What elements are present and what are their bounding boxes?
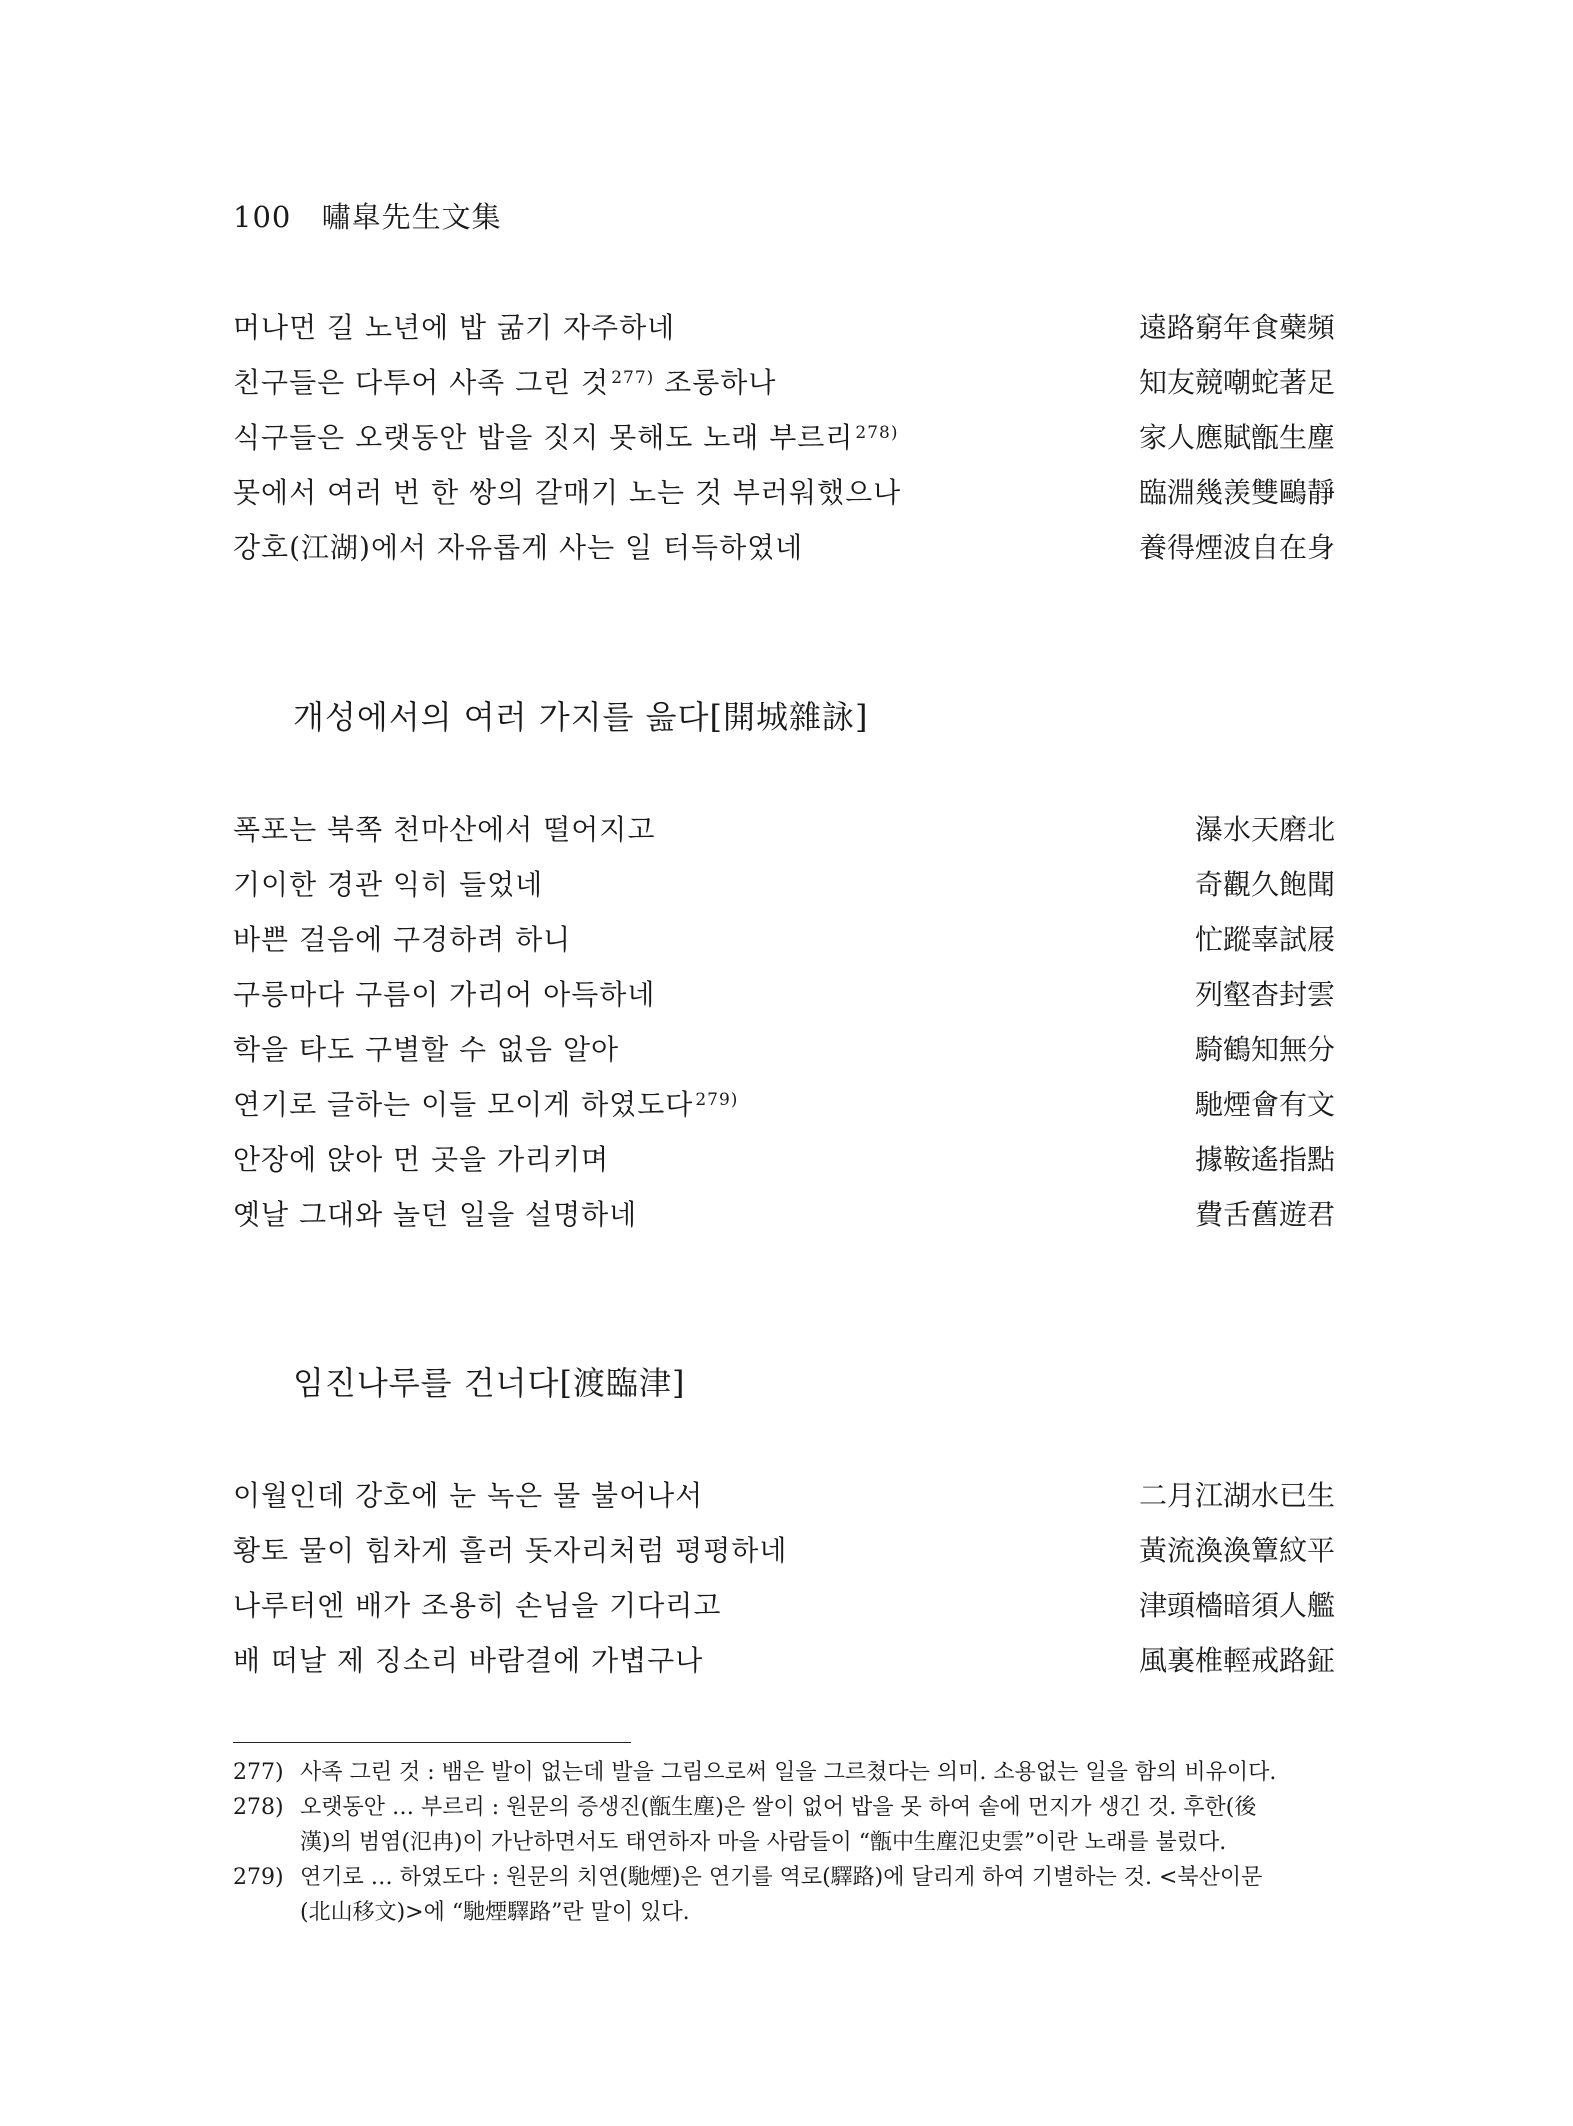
korean-translation [233,1077,738,1132]
footnote-text: 사족 그린 것 : 뱀은 발이 없는데 발을 그림으로써 일을 그르쳤다는 의미. 소용없는 일을 함의 비유이다. [300,1760,1277,1785]
hanja-original: 臨淵幾羡雙鷗靜 [1138,476,1335,509]
page-number: 100 [233,200,292,234]
korean-text: 연기로 글하는 이들 모이게 하였도다 [233,1088,694,1121]
poem-line [233,857,1335,912]
korean-translation: 바쁜 걸음에 구경하려 하니 [233,923,572,956]
hanja-original: 據鞍遙指點 [1194,1143,1335,1176]
korean-translation: 이월인데 강호에 눈 녹은 물 불어나서 [233,1479,704,1512]
footnote-ref: 279) [695,1090,739,1110]
korean-text: 식구들은 오랫동안 밥을 짓지 못해도 노래 부르리 [233,421,854,454]
poem-line [233,1633,1335,1688]
korean-translation: 황토 물이 힘차게 흘러 돗자리처럼 평평하네 [233,1534,788,1567]
poem-title: 임진나루를 건너다[渡臨津] [293,1364,686,1402]
hanja-original: 馳煙會有文 [1194,1088,1335,1121]
korean-translation: 나루터엔 배가 조용히 손님을 기다리고 [233,1589,722,1622]
hanja-original: 忙蹤辜試屐 [1194,923,1335,956]
poem-title: 개성에서의 여러 가지를 읊다[開城雜詠] [293,698,869,736]
poem-3-stanza [233,1468,1335,1688]
korean-translation: 강호(江湖)에서 자유롭게 사는 일 터득하였네 [233,531,804,564]
footnotes [233,1755,1335,1930]
footnote-279 [233,1860,1335,1930]
poem-line [233,1468,1335,1523]
poem-line [233,355,1335,410]
poem-line [233,465,1335,520]
hanja-original: 遠路窮年食蘗頻 [1138,311,1335,344]
korean-translation: 옛날 그대와 놀던 일을 설명하네 [233,1198,638,1231]
korean-translation: 구릉마다 구름이 가리어 아득하네 [233,978,656,1011]
korean-translation: 기이한 경관 익히 들었네 [233,868,544,901]
footnote-277 [233,1755,1335,1790]
poem-1-stanza [233,300,1335,575]
korean-translation [233,355,776,410]
poem-line [233,1022,1335,1077]
footnote-ref: 278) [855,423,899,443]
footnote-278 [233,1790,1335,1860]
poem-line [233,912,1335,967]
footnote-divider [233,1742,631,1743]
poem-line [233,1132,1335,1187]
poem-line [233,1578,1335,1633]
footnote-text: 오랫동안 … 부르리 : 원문의 증생진(甑生塵)은 쌀이 없어 밥을 못 하여 솥에 먼지가 생긴 것. 후한(後 [300,1795,1257,1820]
page-header [233,195,502,236]
hanja-original: 騎鶴知無分 [1194,1033,1335,1066]
poem-line [233,1187,1335,1242]
poem-line [233,300,1335,355]
korean-translation: 머나먼 길 노년에 밥 굶기 자주하네 [233,311,676,344]
footnote-text: 연기로 … 하였도다 : 원문의 치연(馳煙)은 연기를 역로(驛路)에 달리게 하여 기별하는 것. <북산이문 [300,1865,1263,1890]
hanja-original: 瀑水天磨北 [1194,813,1335,846]
hanja-original: 黃流渙渙簟紋平 [1138,1534,1335,1567]
footnote-number: 279) [233,1865,284,1890]
footnote-number: 277) [233,1760,284,1785]
korean-text: 친구들은 다투어 사족 그린 것 [233,366,610,399]
korean-translation: 안장에 앉아 먼 곳을 가리키며 [233,1143,610,1176]
korean-translation: 폭포는 북쪽 천마산에서 떨어지고 [233,813,656,846]
hanja-original: 費舌舊遊君 [1194,1198,1335,1231]
poem-2-stanza [233,802,1335,1242]
footnote-number: 278) [233,1795,284,1820]
book-title: 嘯皐先生文集 [321,200,502,234]
korean-translation [233,410,898,465]
hanja-original: 二月江湖水已生 [1138,1479,1335,1512]
footnote-text: (北山移文)>에 “馳煙驛路”란 말이 있다. [300,1900,690,1925]
footnote-ref: 277) [611,368,655,388]
poem-line [233,1523,1335,1578]
poem-line [233,520,1335,575]
hanja-original: 知友競嘲蛇著足 [1138,366,1335,399]
footnote-text: 漢)의 범염(氾冉)이 가난하면서도 태연하자 마을 사람들이 “甑中生塵氾史雲”이란 노래를 불렀다. [300,1830,1227,1855]
hanja-original: 津頭檣暗須人艦 [1138,1589,1335,1622]
korean-translation: 학을 타도 구별할 수 없음 알아 [233,1033,620,1066]
hanja-original: 養得煙波自在身 [1138,531,1335,564]
hanja-original: 家人應賦甑生塵 [1138,421,1335,454]
poem-line [233,410,1335,465]
poem-line [233,802,1335,857]
hanja-original: 列壑杳封雲 [1194,978,1335,1011]
korean-translation: 못에서 여러 번 한 쌍의 갈매기 노는 것 부러워했으나 [233,476,902,509]
hanja-original: 奇觀久飽聞 [1194,868,1335,901]
poem-line [233,1077,1335,1132]
korean-translation: 배 떠날 제 징소리 바람결에 가볍구나 [233,1644,704,1677]
korean-text: 조롱하나 [654,366,777,399]
hanja-original: 風裏椎輕戒路鉦 [1138,1644,1335,1677]
poem-line [233,967,1335,1022]
